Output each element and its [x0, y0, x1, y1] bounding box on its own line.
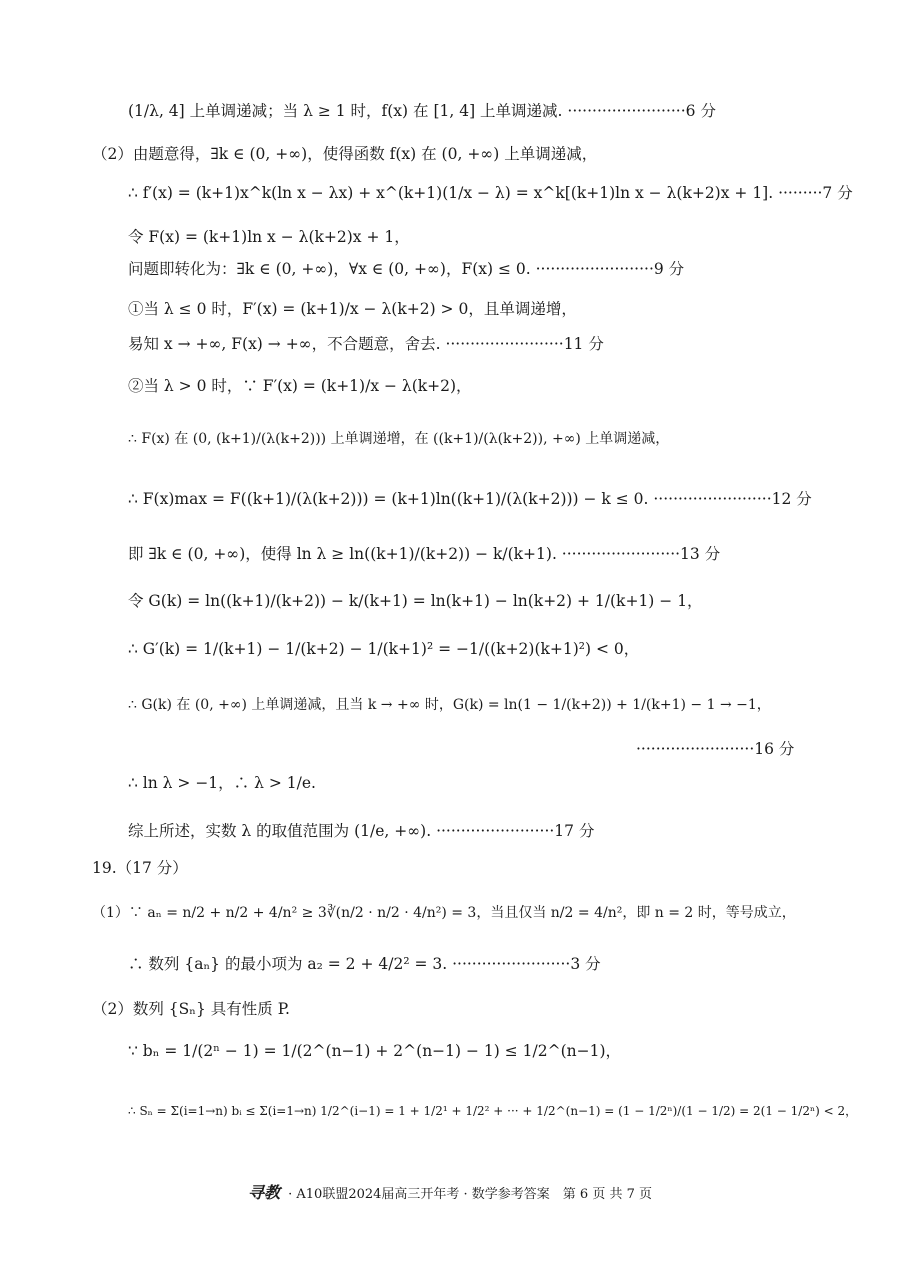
text-line-21: （2）数列 {Sₙ} 具有性质 P.	[92, 1000, 290, 1018]
text-line-19: （1）∵ aₙ = n/2 + n/2 + 4/n² ≥ 3∛(n/2 · n/2 · 4/n²) = 3，当且仅当 n/2 = 4/n²，即 n = 2 时，等号成立，	[92, 905, 796, 921]
text-line-9: ∴ F(x) 在 (0, (k+1)/(λ(k+2))) 上单调递增，在 ((k+1)/(λ(k+2)), +∞) 上单调递减，	[128, 431, 670, 447]
publisher-logo: 寻教	[247, 1183, 280, 1202]
text-line-20: ∴ 数列 {aₙ} 的最小项为 a₂ = 2 + 4/2² = 3. ························3 分	[128, 955, 601, 973]
text-line-15: ························16 分	[636, 740, 795, 758]
text-line-12: 令 G(k) = ln((k+1)/(k+2)) − k/(k+1) = ln(k+1) − ln(k+2) + 1/(k+1) − 1，	[128, 592, 703, 610]
text-line-17: 综上所述，实数 λ 的取值范围为 (1/e, +∞). ························17 分	[128, 822, 595, 840]
footer-text: · A10联盟2024届高三开年考 · 数学参考答案 第 6 页 共 7 页	[288, 1187, 653, 1202]
text-line-23: ∴ Sₙ = Σ(i=1→n) bᵢ ≤ Σ(i=1→n) 1/2^(i−1) = 1 + 1/2¹ + 1/2² + ··· + 1/2^(n−1) = (1 − 1/2ⁿ)/(1 − 1/2) = 2(1 − 1/2ⁿ) < 2，	[128, 1104, 858, 1118]
text-line-6: ①当 λ ≤ 0 时，F′(x) = (k+1)/x − λ(k+2) > 0，且单调递增，	[128, 300, 577, 318]
text-line-22: ∵ bₙ = 1/(2ⁿ − 1) = 1/(2^(n−1) + 2^(n−1) − 1) ≤ 1/2^(n−1)，	[128, 1042, 622, 1060]
text-line-4: 令 F(x) = (k+1)ln x − λ(k+2)x + 1，	[128, 228, 410, 246]
text-line-2: （2）由题意得，∃k ∈ (0, +∞)，使得函数 f(x) 在 (0, +∞) 上单调递减，	[92, 145, 598, 163]
text-line-8: ②当 λ > 0 时，∵ F′(x) = (k+1)/x − λ(k+2)，	[128, 377, 472, 395]
text-line-18: 19.（17 分）	[92, 859, 188, 877]
text-line-3: ∴ f′(x) = (k+1)x^k(ln x − λx) + x^(k+1)(1/x − λ) = x^k[(k+1)ln x − λ(k+2)x + 1]. ·········7 分	[128, 184, 853, 202]
text-line-11: 即 ∃k ∈ (0, +∞)，使得 ln λ ≥ ln((k+1)/(k+2)) − k/(k+1). ························13 分	[128, 545, 721, 563]
text-line-16: ∴ ln λ > −1，∴ λ > 1/e.	[128, 774, 316, 792]
text-line-5: 问题即转化为：∃k ∈ (0, +∞)，∀x ∈ (0, +∞)，F(x) ≤ 0. ························9 分	[128, 260, 685, 278]
text-line-1: (1/λ, 4] 上单调递减；当 λ ≥ 1 时，f(x) 在 [1, 4] 上单调递减. ························6 分	[128, 102, 716, 120]
text-line-7: 易知 x → +∞, F(x) → +∞，不合题意，舍去. ························11 分	[128, 335, 604, 353]
text-line-14: ∴ G(k) 在 (0, +∞) 上单调递减，且当 k → +∞ 时，G(k) = ln(1 − 1/(k+2)) + 1/(k+1) − 1 → −1，	[128, 697, 771, 713]
text-line-10: ∴ F(x)max = F((k+1)/(λ(k+2))) = (k+1)ln((k+1)/(λ(k+2))) − k ≤ 0. ························12 分	[128, 490, 812, 508]
page-footer	[0, 1180, 900, 1203]
text-line-13: ∴ G′(k) = 1/(k+1) − 1/(k+2) − 1/(k+1)² = −1/((k+2)(k+1)²) < 0，	[128, 640, 640, 658]
